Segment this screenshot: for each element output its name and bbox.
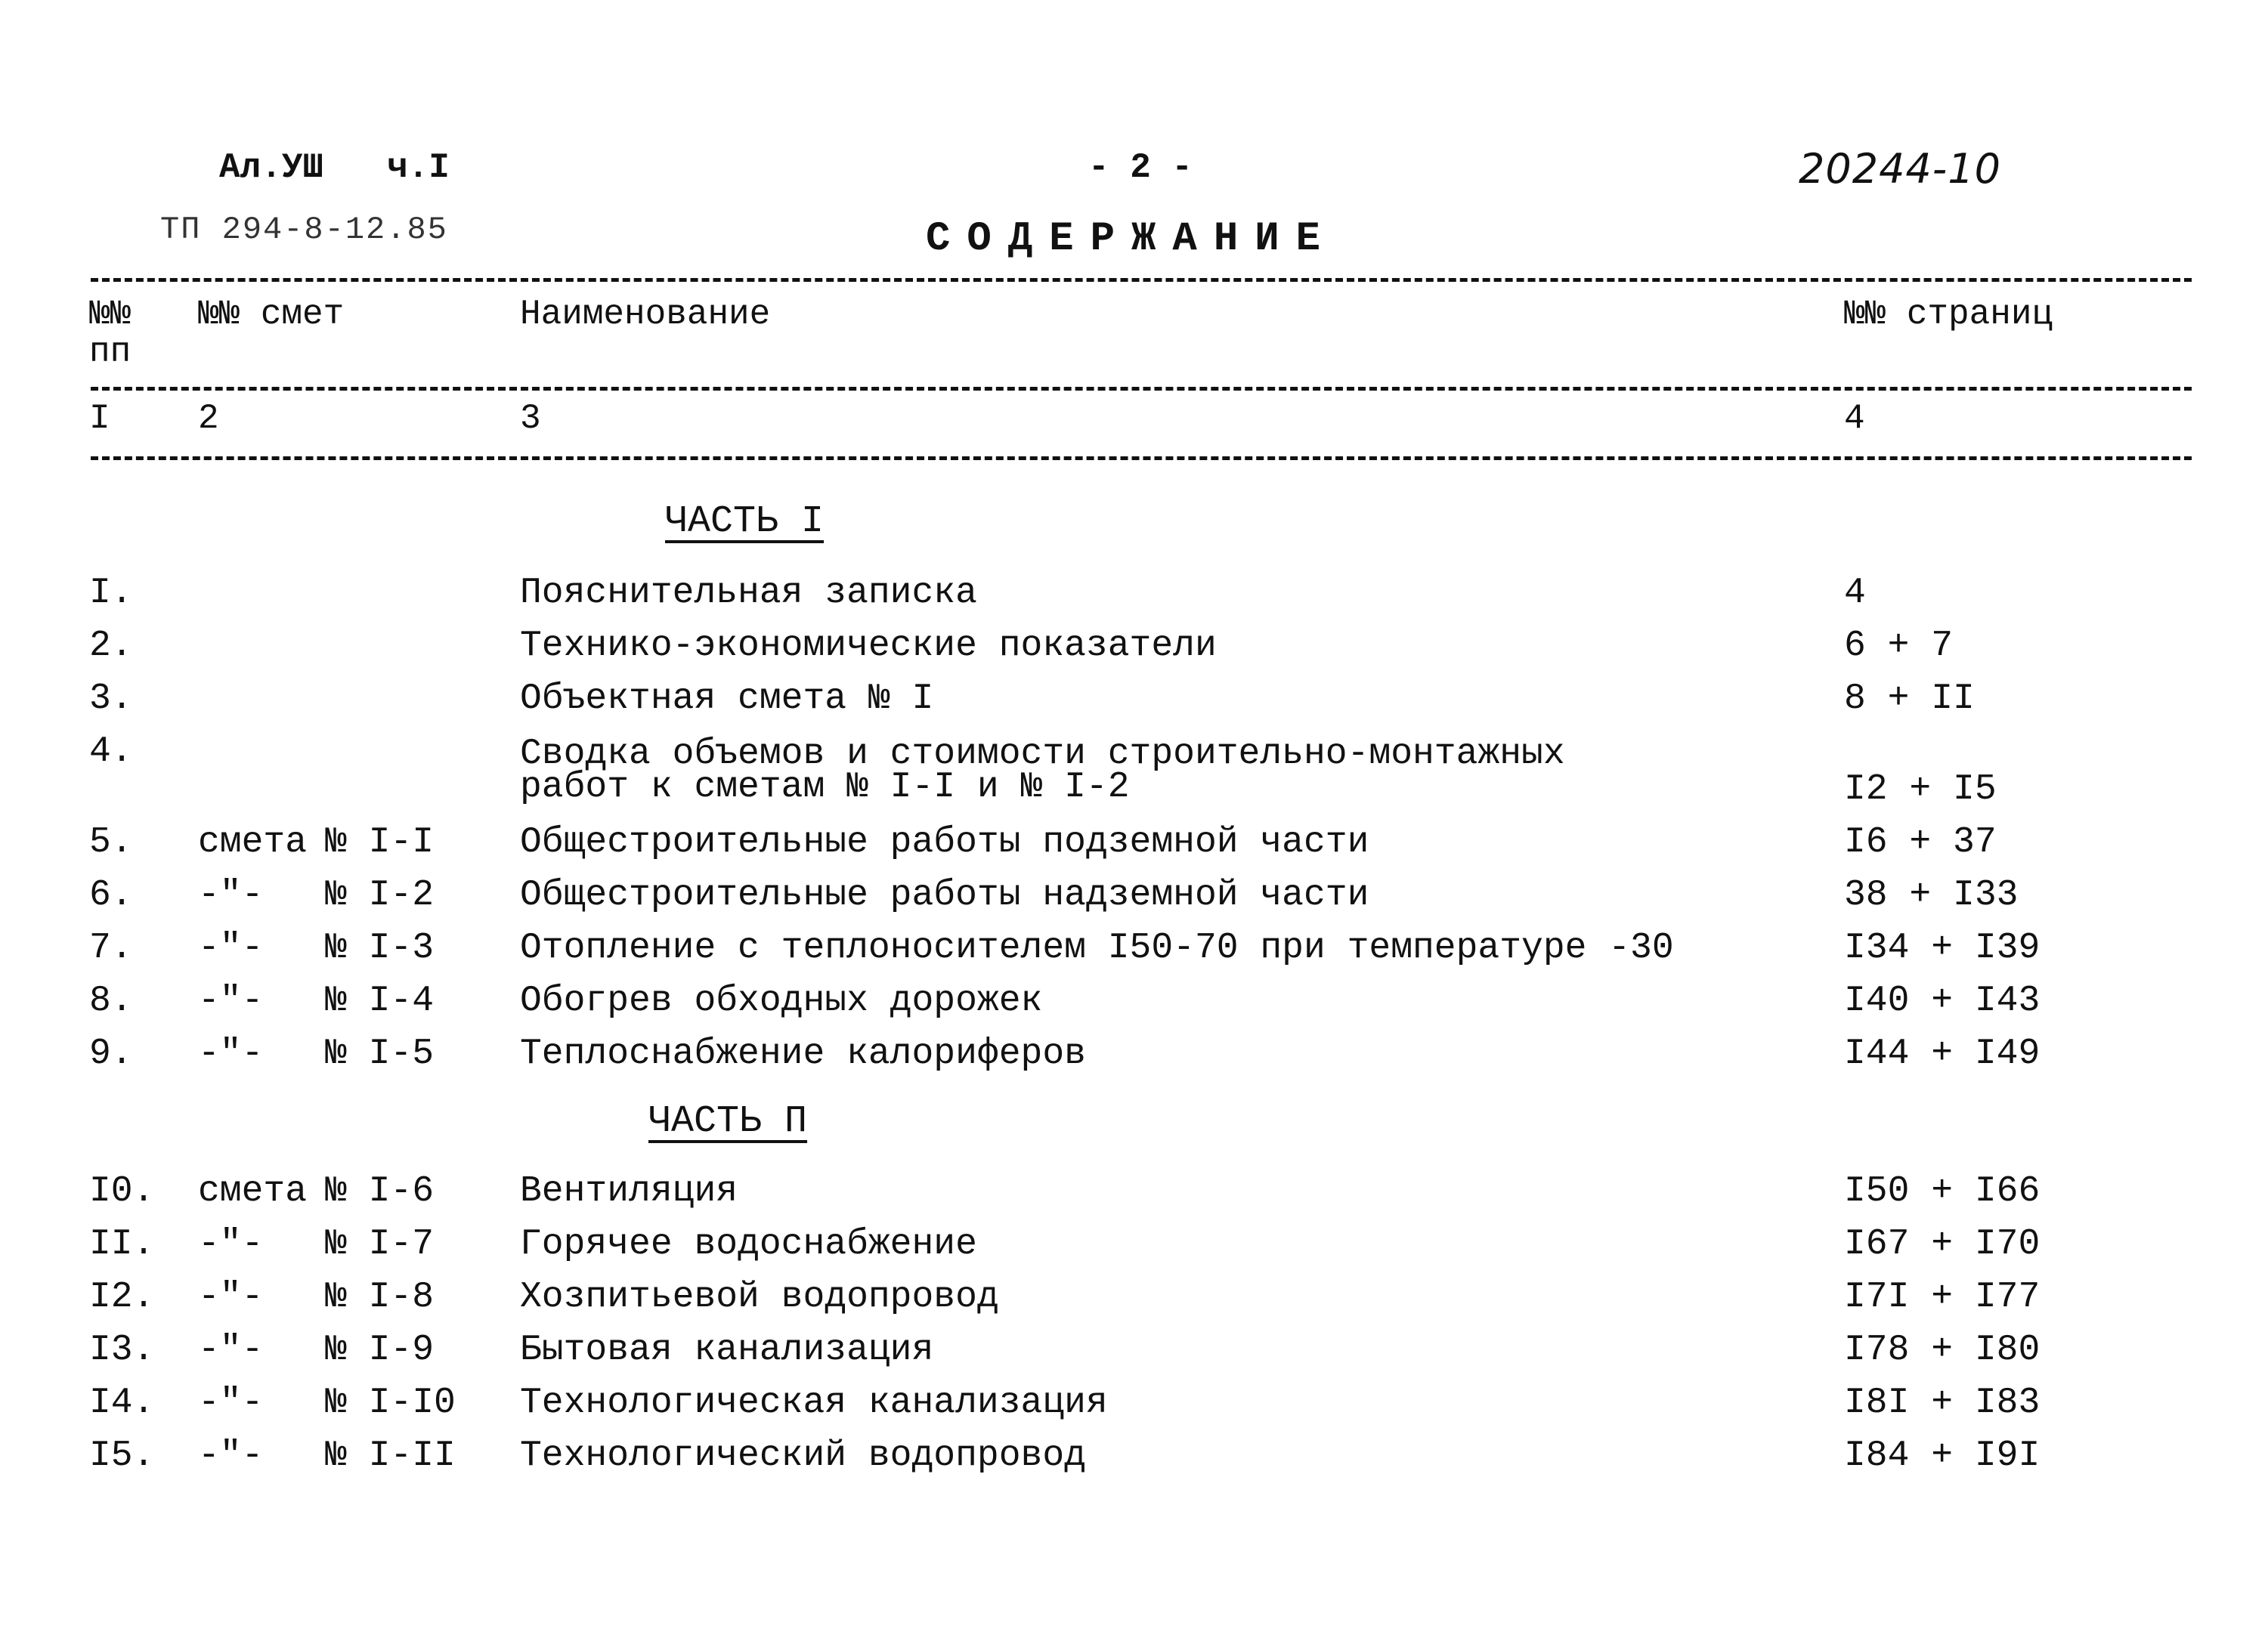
toc-row bbox=[0, 1383, 2268, 1435]
row-estimate-number: № I-3 bbox=[325, 928, 435, 969]
row-pages: I6 + 37 bbox=[1844, 822, 1997, 863]
row-pages: I8I + I83 bbox=[1844, 1383, 2041, 1423]
section-title-part-2: ЧАСТЬ П bbox=[648, 1100, 808, 1143]
row-pages: I78 + I80 bbox=[1844, 1330, 2041, 1371]
row-estimate-number: № I-5 bbox=[325, 1034, 435, 1074]
section-title-part-1: ЧАСТЬ I bbox=[665, 500, 825, 543]
row-pages: I44 + I49 bbox=[1844, 1034, 2041, 1074]
row-pages: I84 + I9I bbox=[1844, 1435, 2041, 1476]
row-estimate: -"- bbox=[198, 1435, 264, 1476]
row-name: Обогрев обходных дорожек bbox=[520, 981, 1043, 1021]
row-estimate-number: № I-4 bbox=[325, 981, 435, 1021]
row-number: II. bbox=[89, 1224, 155, 1265]
toc-row bbox=[0, 822, 2268, 875]
tp-number: ТП 294-8-12.85 bbox=[160, 212, 448, 248]
row-pages: 6 + 7 bbox=[1844, 626, 1954, 666]
row-estimate: -"- bbox=[198, 1224, 264, 1265]
album-label: Ал.УШ bbox=[219, 148, 324, 187]
part-label: ч.I bbox=[387, 148, 450, 187]
toc-row bbox=[0, 1171, 2268, 1224]
row-number: 8. bbox=[89, 981, 133, 1021]
toc-row bbox=[0, 731, 2268, 822]
toc-row bbox=[0, 1224, 2268, 1277]
row-estimate-number: № I-I bbox=[325, 822, 435, 863]
rule-bottom bbox=[91, 456, 2192, 460]
toc-row bbox=[0, 678, 2268, 731]
row-number: 5. bbox=[89, 822, 133, 863]
row-number: 9. bbox=[89, 1034, 133, 1074]
row-name: Бытовая канализация bbox=[520, 1330, 934, 1371]
col-estimate: №№ смет bbox=[198, 295, 345, 334]
row-name: Объектная смета № I bbox=[520, 678, 934, 719]
row-pages: I50 + I66 bbox=[1844, 1171, 2041, 1212]
row-estimate-number: № I-6 bbox=[325, 1171, 435, 1212]
row-name: Вентиляция bbox=[520, 1171, 738, 1212]
row-estimate: -"- bbox=[198, 981, 264, 1021]
col-index-1: I bbox=[89, 399, 110, 438]
toc-row bbox=[0, 1435, 2268, 1488]
row-pages: 4 bbox=[1844, 573, 1866, 613]
toc-row bbox=[0, 626, 2268, 678]
row-estimate: -"- bbox=[198, 1383, 264, 1423]
row-number: I4. bbox=[89, 1383, 155, 1423]
rule-top bbox=[91, 278, 2192, 282]
row-number: 7. bbox=[89, 928, 133, 969]
row-pages: I34 + I39 bbox=[1844, 928, 2041, 969]
row-name: Технологический водопровод bbox=[520, 1435, 1086, 1476]
row-name: Отопление с теплоносителем I50-70 при температуре -30 bbox=[520, 928, 1674, 969]
row-estimate: смета bbox=[198, 822, 308, 863]
page-title: СОДЕРЖАНИЕ bbox=[926, 216, 1338, 262]
col-name: Наименование bbox=[520, 295, 771, 334]
row-number: I2. bbox=[89, 1277, 155, 1318]
row-number: I3. bbox=[89, 1330, 155, 1371]
row-number: I0. bbox=[89, 1171, 155, 1212]
row-name: Технико-экономические показатели bbox=[520, 626, 1217, 666]
row-estimate: -"- bbox=[198, 1330, 264, 1371]
row-estimate: смета bbox=[198, 1171, 308, 1212]
col-index-3: 3 bbox=[520, 399, 541, 438]
col-index-2: 2 bbox=[198, 399, 219, 438]
row-estimate: -"- bbox=[198, 1034, 264, 1074]
row-name: Пояснительная записка bbox=[520, 573, 977, 613]
toc-row bbox=[0, 1034, 2268, 1086]
row-estimate-number: № I-2 bbox=[325, 875, 435, 916]
row-pages: 38 + I33 bbox=[1844, 875, 2019, 916]
toc-row bbox=[0, 1277, 2268, 1330]
toc-row bbox=[0, 928, 2268, 981]
row-pages: I7I + I77 bbox=[1844, 1277, 2041, 1318]
row-estimate-number: № I-II bbox=[325, 1435, 456, 1476]
row-name: Общестроительные работы подземной части bbox=[520, 822, 1369, 863]
row-estimate-number: № I-7 bbox=[325, 1224, 435, 1265]
row-name: Хозпитьевой водопровод bbox=[520, 1277, 999, 1318]
col-num-line1: №№ bbox=[89, 295, 132, 334]
row-pages: I67 + I70 bbox=[1844, 1224, 2041, 1265]
row-number: I. bbox=[89, 573, 133, 613]
col-index-4: 4 bbox=[1844, 399, 1865, 438]
row-pages: 8 + II bbox=[1844, 678, 1975, 719]
row-estimate: -"- bbox=[198, 1277, 264, 1318]
document-number: 20244-10 bbox=[1799, 145, 2001, 193]
col-num-line2: пп bbox=[89, 332, 132, 372]
row-estimate: -"- bbox=[198, 928, 264, 969]
row-name: Теплоснабжение калориферов bbox=[520, 1034, 1086, 1074]
row-name: Общестроительные работы надземной части bbox=[520, 875, 1369, 916]
row-number: 4. bbox=[89, 731, 133, 772]
row-estimate-number: № I-I0 bbox=[325, 1383, 456, 1423]
toc-row bbox=[0, 981, 2268, 1034]
row-name: Горячее водоснабжение bbox=[520, 1224, 977, 1265]
row-pages: I40 + I43 bbox=[1844, 981, 2041, 1021]
toc-row bbox=[0, 1330, 2268, 1383]
row-name: Технологическая канализация bbox=[520, 1383, 1108, 1423]
toc-row bbox=[0, 573, 2268, 626]
row-name-continued: работ к сметам № I-I и № I-2 bbox=[520, 767, 1130, 808]
row-number: 3. bbox=[89, 678, 133, 719]
row-estimate: -"- bbox=[198, 875, 264, 916]
row-pages: I2 + I5 bbox=[1844, 769, 1997, 810]
col-pages: №№ страниц bbox=[1844, 295, 2053, 334]
row-estimate-number: № I-9 bbox=[325, 1330, 435, 1371]
row-number: I5. bbox=[89, 1435, 155, 1476]
rule-mid bbox=[91, 387, 2192, 391]
row-number: 6. bbox=[89, 875, 133, 916]
row-name: Сводка объемов и стоимости строительно-монтажных bbox=[520, 734, 1565, 774]
toc-row bbox=[0, 875, 2268, 928]
row-estimate-number: № I-8 bbox=[325, 1277, 435, 1318]
page-number: - 2 - bbox=[1088, 148, 1193, 187]
row-number: 2. bbox=[89, 626, 133, 666]
